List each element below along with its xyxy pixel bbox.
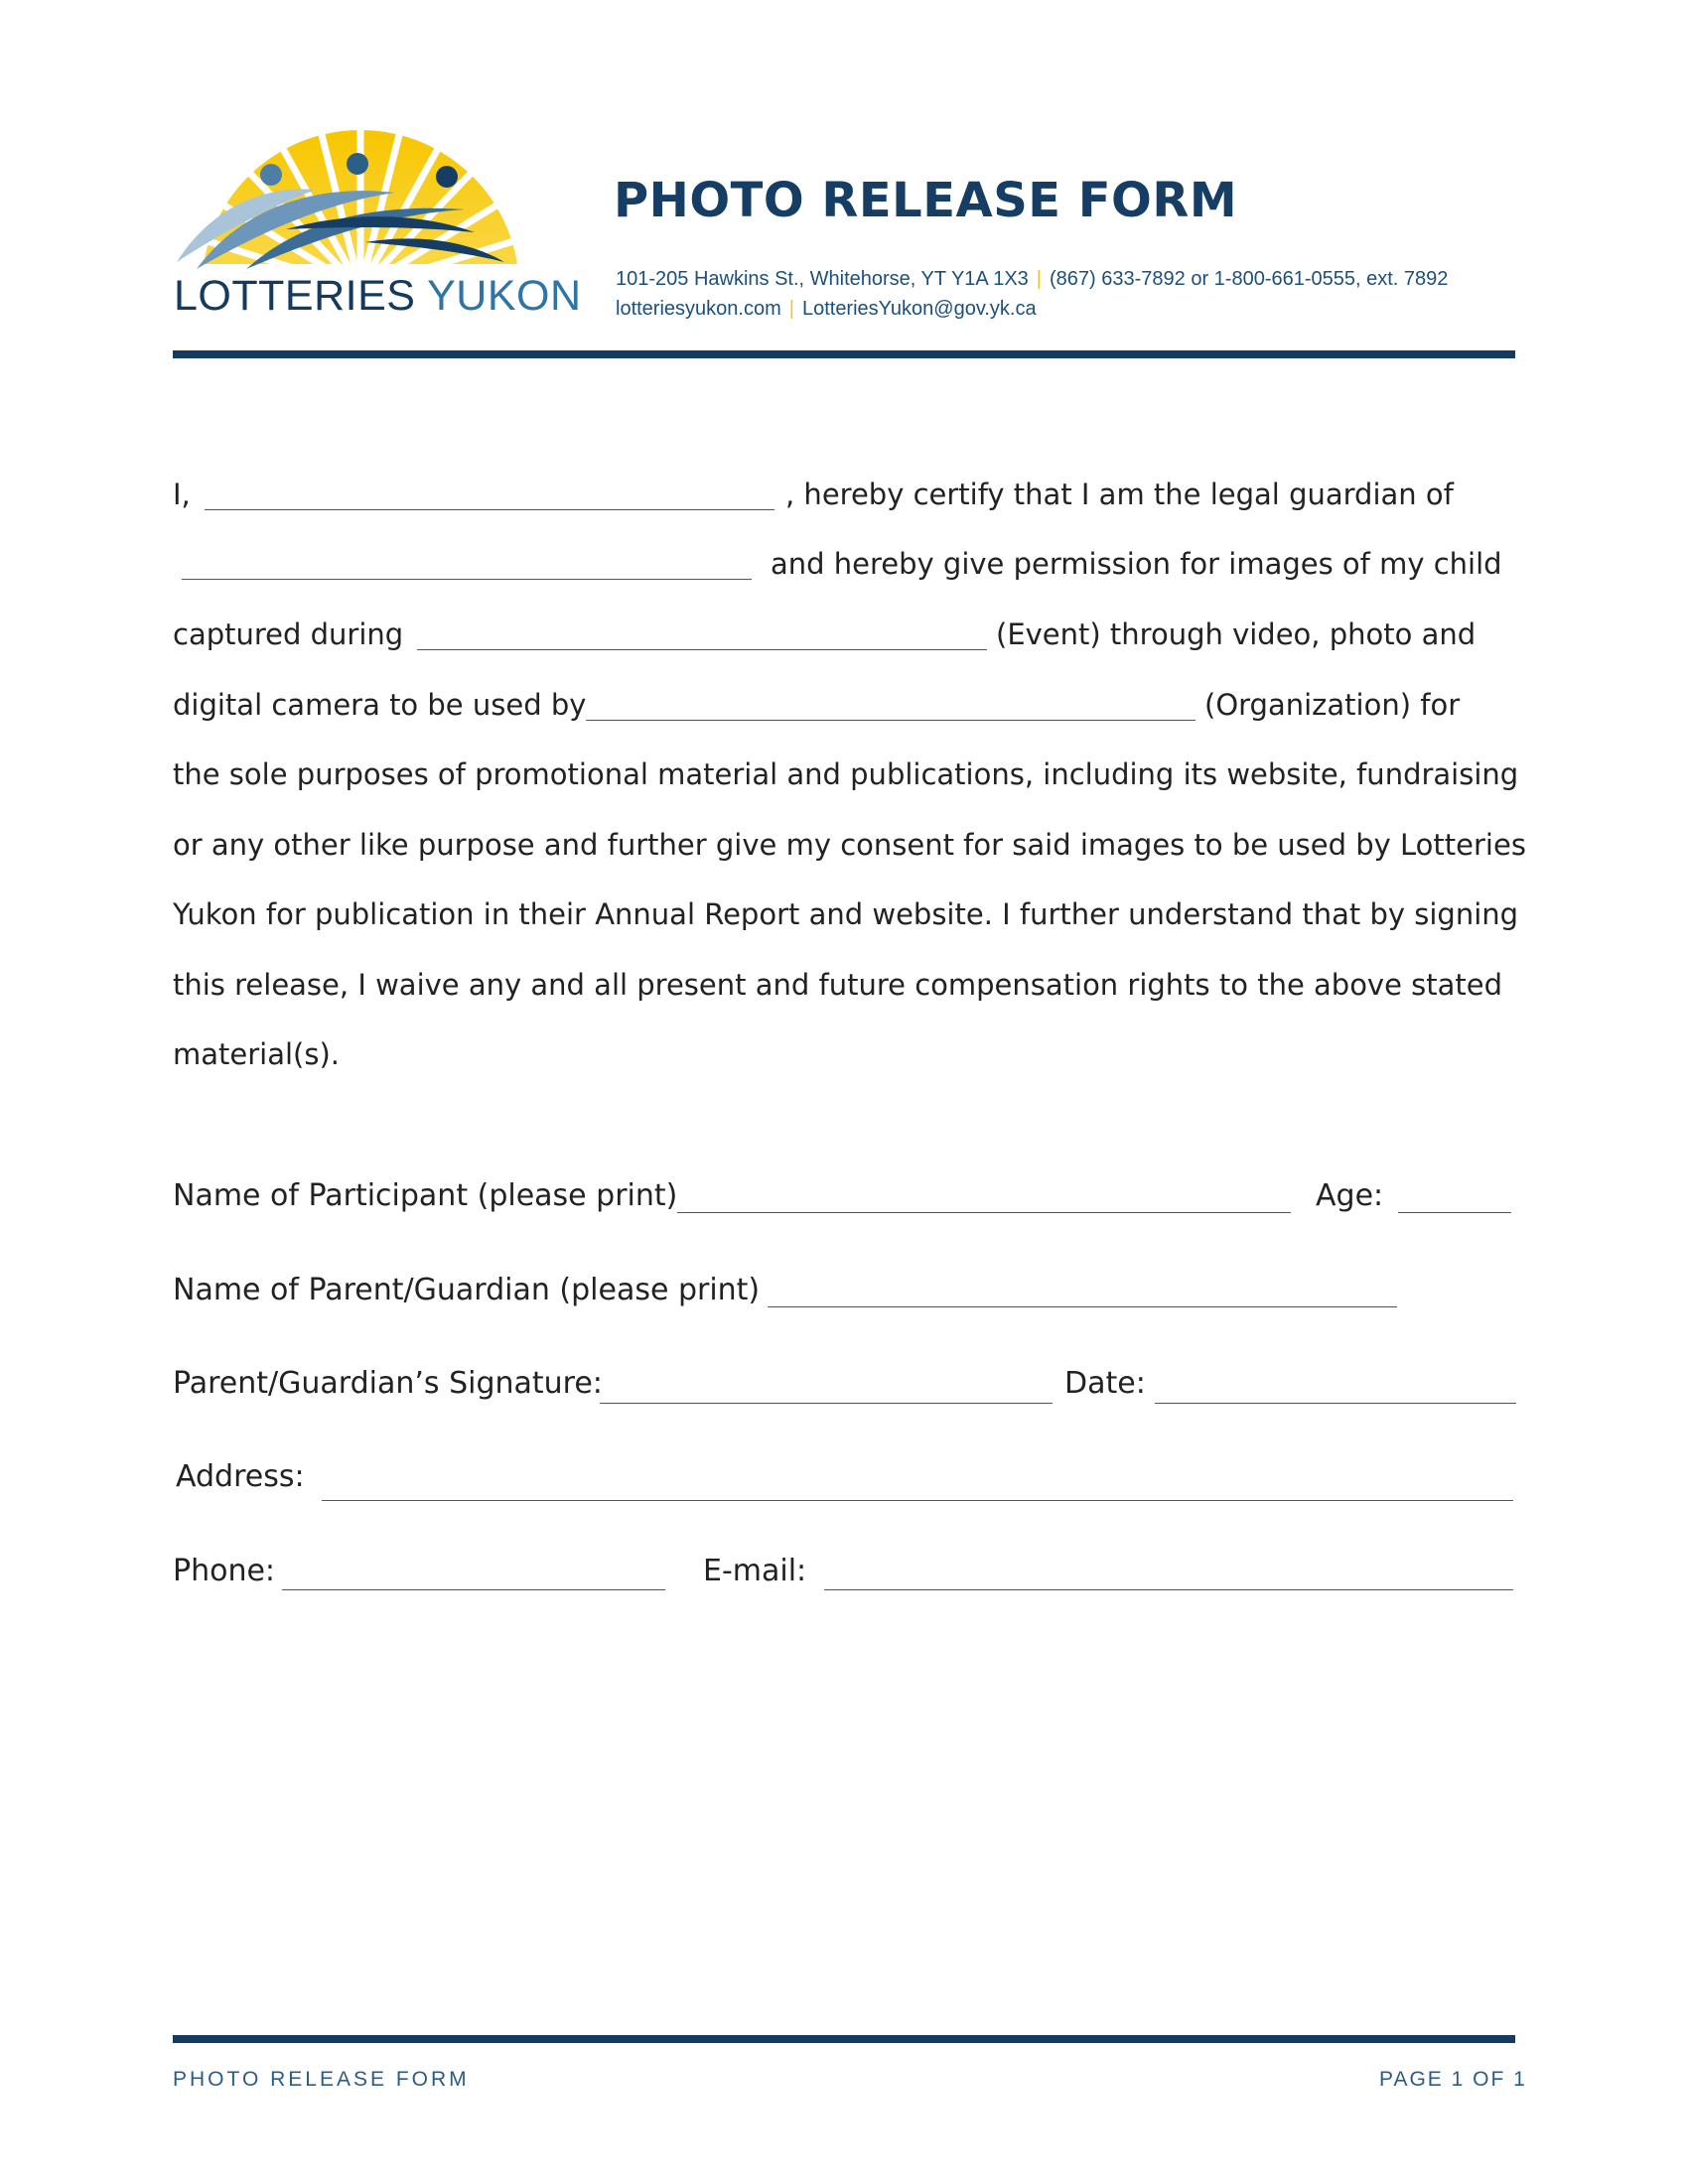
child-name-blank[interactable] — [182, 579, 752, 580]
separator: | — [788, 298, 794, 320]
body-line-8: this release, I waive any and all present and future compensation rights to the above stated — [173, 968, 1503, 1002]
body-text: captured during — [173, 617, 404, 651]
signature-field[interactable] — [600, 1403, 1053, 1404]
event-name-blank[interactable] — [417, 649, 987, 650]
parent-name-field[interactable] — [768, 1306, 1397, 1307]
logo-wordmark: LOTTERIES YUKON — [174, 272, 582, 320]
age-label: Age: — [1316, 1178, 1384, 1213]
body-line-7: Yukon for publication in their Annual Report and website. I further understand that by signing — [173, 897, 1519, 931]
org-address: 101-205 Hawkins St., Whitehorse, YT Y1A 1X3 — [616, 268, 1029, 290]
body-line-9: material(s). — [173, 1037, 340, 1071]
phone-field[interactable] — [282, 1589, 665, 1590]
footer-title: PHOTO RELEASE FORM — [173, 2068, 470, 2091]
signature-label: Parent/Guardian’s Signature: — [173, 1366, 603, 1401]
date-field[interactable] — [1155, 1403, 1516, 1404]
body-text: (Event) through video, photo and — [996, 617, 1477, 651]
separator: | — [1036, 268, 1042, 290]
email-field[interactable] — [824, 1589, 1513, 1590]
parent-name-label: Name of Parent/Guardian (please print) — [173, 1273, 761, 1307]
header-divider — [173, 350, 1515, 358]
page-title: PHOTO RELEASE FORM — [614, 173, 1238, 228]
body-text: (Organization) for — [1204, 688, 1461, 722]
body-line-4 — [173, 685, 1461, 725]
address-field[interactable] — [322, 1500, 1513, 1501]
body-line-5: the sole purposes of promotional material and publications, including its website, fundraising — [173, 757, 1519, 791]
email-label: E-mail: — [703, 1554, 807, 1588]
body-line-1 — [173, 475, 1454, 514]
age-field[interactable] — [1398, 1212, 1511, 1213]
organization-name-blank[interactable] — [586, 720, 1196, 721]
guardian-name-blank[interactable] — [205, 509, 774, 510]
body-line-2: and hereby give permission for images of my child — [771, 547, 1502, 581]
address-label: Address: — [176, 1459, 305, 1494]
participant-name-field[interactable] — [677, 1212, 1291, 1213]
body-text: I, — [173, 478, 191, 511]
footer-divider — [173, 2035, 1515, 2043]
date-label: Date: — [1064, 1366, 1146, 1401]
phone-label: Phone: — [173, 1554, 276, 1588]
org-phone: (867) 633-7892 or 1-800-661-0555, ext. 7892 — [1050, 268, 1449, 290]
body-text: , hereby certify that I am the legal guardian of — [785, 478, 1454, 511]
body-line-3 — [173, 614, 1477, 654]
org-email-link[interactable]: LotteriesYukon@gov.yk.ca — [801, 298, 1037, 320]
page-number: PAGE 1 OF 1 — [1379, 2068, 1527, 2091]
participant-name-label: Name of Participant (please print) — [173, 1178, 678, 1213]
body-line-6: or any other like purpose and further give my consent for said images to be used by Lotteries — [173, 828, 1526, 862]
contact-line-1 — [616, 268, 1448, 291]
body-text: digital camera to be used by — [173, 688, 587, 722]
contact-line-2 — [616, 298, 1037, 321]
org-website-link[interactable]: lotteriesyukon.com — [616, 298, 781, 320]
